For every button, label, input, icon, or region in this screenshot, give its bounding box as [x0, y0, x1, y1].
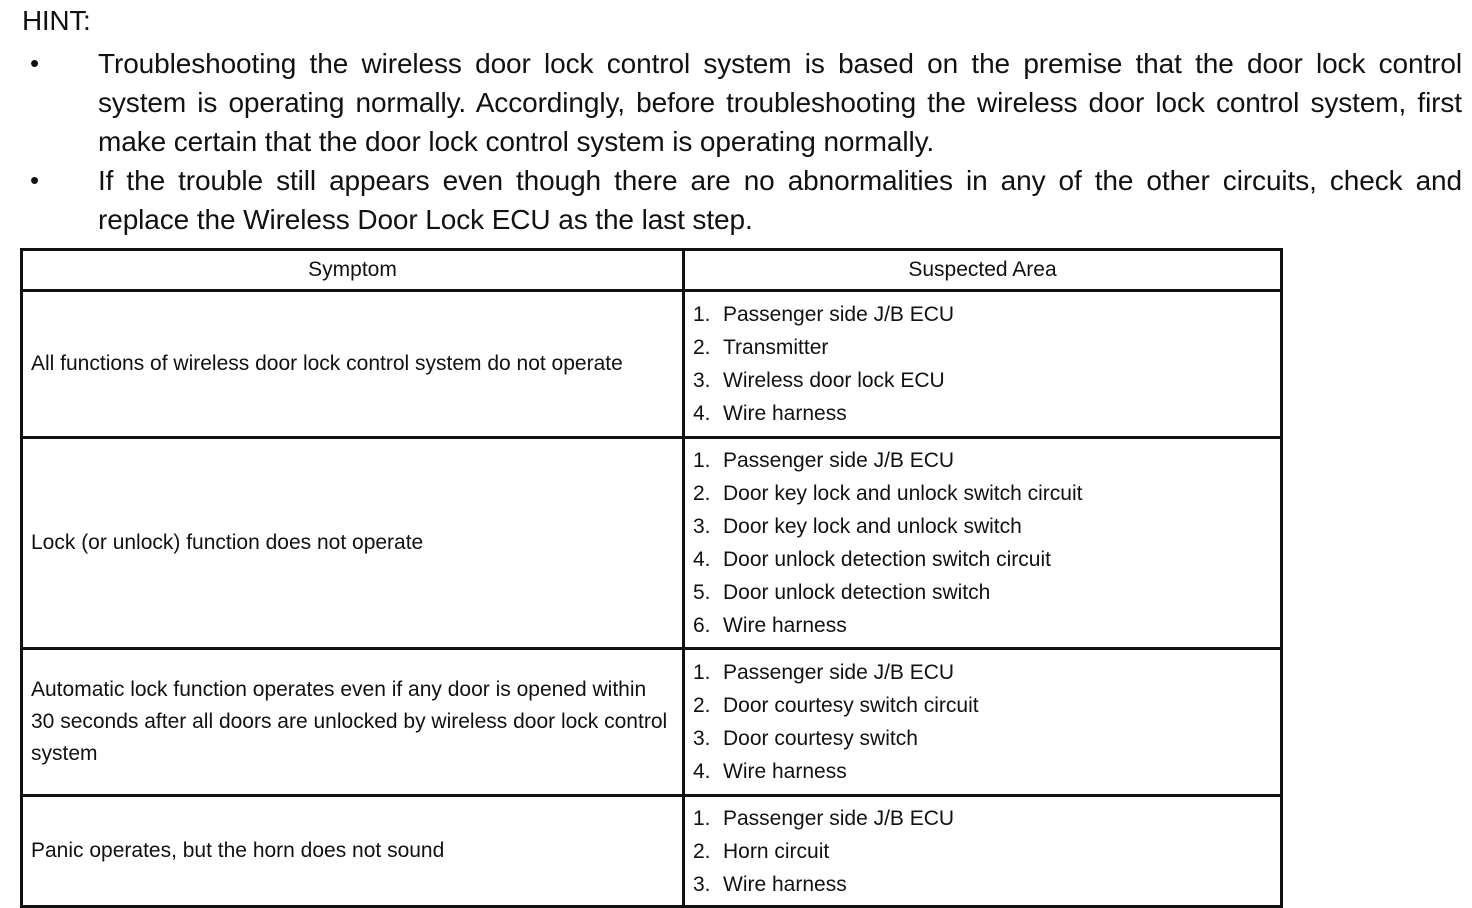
list-item	[693, 722, 1272, 755]
item-number: 4.	[693, 402, 711, 425]
list-item	[693, 656, 1272, 689]
list-item	[693, 543, 1272, 576]
suspected-area-cell	[684, 796, 1282, 907]
table-row	[22, 649, 1282, 796]
list-item	[693, 364, 1272, 397]
item-number: 2.	[693, 482, 711, 505]
list-item	[693, 298, 1272, 331]
item-number: 3.	[693, 727, 711, 750]
symptom-cell: All functions of wireless door lock control system do not operate	[22, 291, 684, 438]
item-number: 3.	[693, 515, 711, 538]
item-text: Passenger side J/B ECU	[723, 449, 955, 472]
table-row	[22, 438, 1282, 649]
list-item	[693, 444, 1272, 477]
item-text: Wire harness	[723, 760, 847, 783]
item-number: 1.	[693, 449, 711, 472]
item-text: Door unlock detection switch circuit	[723, 548, 1051, 571]
symptom-cell: Lock (or unlock) function does not operate	[22, 438, 684, 649]
item-number: 3.	[693, 872, 711, 896]
suspected-area-list	[693, 444, 1272, 642]
list-item	[693, 477, 1272, 510]
item-number: 1.	[693, 661, 711, 684]
column-header-symptom: Symptom	[22, 250, 684, 291]
item-number: 5.	[693, 581, 711, 604]
table-header-row	[22, 250, 1282, 291]
hint-bullet-list	[30, 44, 1462, 239]
list-item	[693, 868, 1272, 901]
item-text: Door key lock and unlock switch circuit	[723, 482, 1083, 505]
troubleshooting-table-container	[20, 248, 1280, 908]
symptom-cell: Automatic lock function operates even if any door is opened within 30 seconds after all doors are unlocked by wireless door lock control system	[22, 649, 684, 796]
troubleshooting-table	[20, 248, 1283, 908]
hint-bullet-text: Troubleshooting the wireless door lock control system is based on the premise that the door lock control system is operating normally. Accordingly, before troubleshooting the wireless door lock control system, first make certain that the door lock control system is operating normally.	[98, 48, 1462, 157]
suspected-area-list	[693, 802, 1272, 901]
item-number: 3.	[693, 369, 711, 392]
suspected-area-cell	[684, 291, 1282, 438]
item-text: Wire harness	[723, 402, 847, 425]
item-text: Door courtesy switch	[723, 727, 918, 750]
list-item	[693, 397, 1272, 430]
suspected-area-cell	[684, 438, 1282, 649]
suspected-area-list	[693, 298, 1272, 430]
item-text: Passenger side J/B ECU	[723, 661, 955, 684]
item-number: 1.	[693, 303, 711, 326]
table-row	[22, 291, 1282, 438]
list-item	[693, 576, 1272, 609]
item-number: 2.	[693, 694, 711, 717]
item-text: Wire harness	[723, 614, 847, 637]
item-number: 2.	[693, 336, 711, 359]
list-item	[693, 510, 1272, 543]
item-text: Transmitter	[723, 336, 829, 359]
item-number: 6.	[693, 614, 711, 637]
item-number: 1.	[693, 806, 711, 830]
item-text: Wire harness	[723, 872, 847, 896]
column-header-suspected-area: Suspected Area	[684, 250, 1282, 291]
list-item	[693, 802, 1272, 835]
list-item	[693, 835, 1272, 868]
item-number: 2.	[693, 839, 711, 863]
list-item	[693, 609, 1272, 642]
table-row	[22, 796, 1282, 907]
suspected-area-cell	[684, 649, 1282, 796]
bullet-icon: •	[30, 165, 40, 195]
item-text: Door key lock and unlock switch	[723, 515, 1022, 538]
hint-bullet-text: If the trouble still appears even though there are no abnormalities in any of the other circuits, check and replace the Wireless Door Lock ECU as the last step.	[98, 165, 1462, 235]
item-text: Passenger side J/B ECU	[723, 303, 955, 326]
list-item	[693, 755, 1272, 788]
item-text: Wireless door lock ECU	[723, 369, 945, 392]
symptom-cell: Panic operates, but the horn does not sound	[22, 796, 684, 907]
item-text: Door unlock detection switch	[723, 581, 991, 604]
hint-bullet-item	[30, 161, 1462, 239]
bullet-icon: •	[30, 48, 40, 78]
item-number: 4.	[693, 548, 711, 571]
item-text: Horn circuit	[723, 839, 830, 863]
item-number: 4.	[693, 760, 711, 783]
hint-heading: HINT:	[22, 5, 91, 36]
item-text: Passenger side J/B ECU	[723, 806, 955, 830]
list-item	[693, 689, 1272, 722]
suspected-area-list	[693, 656, 1272, 788]
item-text: Door courtesy switch circuit	[723, 694, 979, 717]
hint-bullet-item	[30, 44, 1462, 161]
list-item	[693, 331, 1272, 364]
